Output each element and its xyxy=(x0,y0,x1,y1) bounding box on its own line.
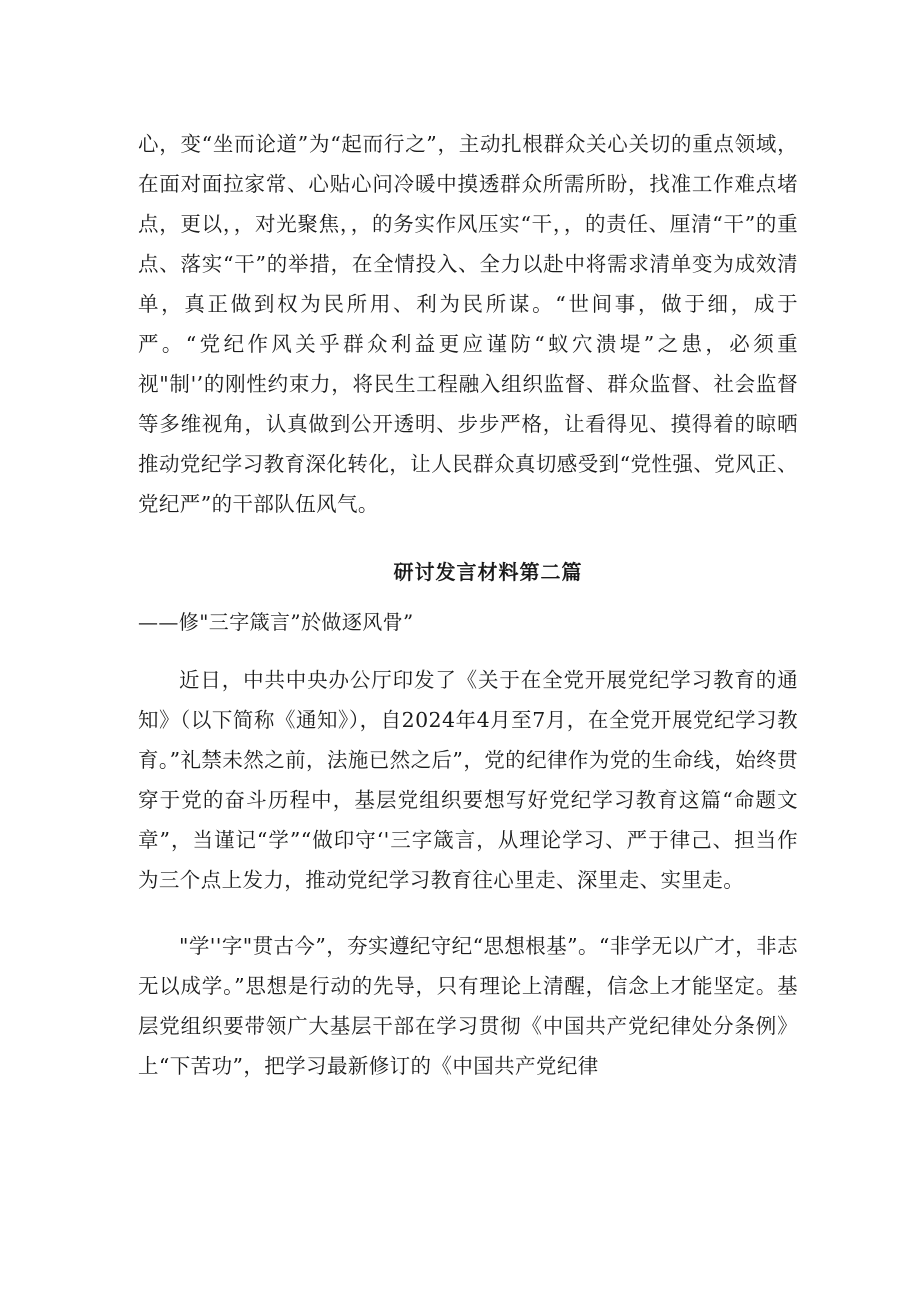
body-paragraph-3: "学''字"贯古今”，夯实遵纪守纪“思想根基”。“非学无以广才，非志无以成学。”思想是行动的先导，只有理论上清醒，信念上才能坚定。基层党组织要带领广大基层干部在学习贯彻《中国共产党纪律处分条例》上“下苦功”，把学习最新修订的《中国共产党纪律 xyxy=(138,934,798,1078)
body-paragraph-2: 近日，中共中央办公厅印发了《关于在全党开展党纪学习教育的通知》（以下简称《通知》），自2024年4月至7月，在全党开展党纪学习教育。”礼禁未然之前，法施已然之后”，党的纪律作为党的生命线，始终贯穿于党的奋斗历程中，基层党组织要想写好党纪学习教育这篇“命题文章”，当谨记“学”“做印守‘'三字箴言，从理论学习、严于律己、担当作为三个点上发力，推动党纪学习教育往心里走、深里走、实里走。 xyxy=(138,668,798,892)
document-page xyxy=(138,124,798,1086)
section-subtitle: ——修"三字箴言”於做逐风骨” xyxy=(138,610,414,634)
section-heading: 研讨发言材料第二篇 xyxy=(393,560,583,584)
body-paragraph-1: 心，变“坐而论道”为“起而行之”，主动扎根群众关心关切的重点领域，在面对面拉家常、心贴心问冷暖中摸透群众所需所盼，找准工作难点堵点，更以，，对光聚焦，，的务实作风压实“干，，的责任、厘清“干”的重点、落实“干”的举措，在全情投入、全力以赴中将需求清单变为成效清单，真正做到权为民所用、利为民所谋。“世间事，做于细，成于严。“党纪作风关乎群众利益更应谨防“蚁穴溃堤”之患，必须重视"制'’的刚性约束力，将民生工程融入组织监督、群众监督、社会监督等多维视角，认真做到公开透明、步步严格，让看得见、摸得着的晾晒推动党纪学习教育深化转化，让人民群众真切感受到“党性强、党风正、党纪严”的干部队伍风气。 xyxy=(138,132,798,516)
